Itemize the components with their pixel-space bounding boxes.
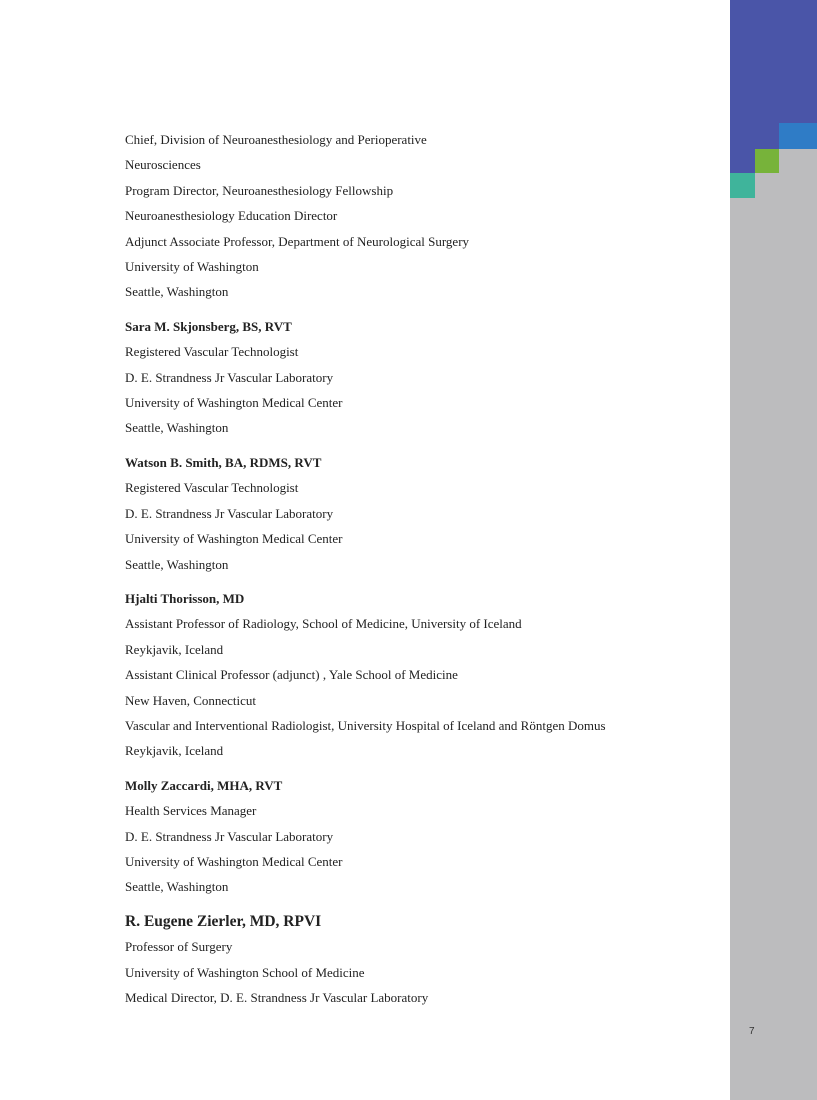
faculty-name: Watson B. Smith, BA, RDMS, RVT — [125, 454, 322, 470]
faculty-entry — [125, 586, 715, 764]
faculty-entry — [125, 450, 715, 577]
entry-line: Medical Director, D. E. Strandness Jr Vascular Laboratory — [125, 990, 429, 1005]
entry-line: New Haven, Connecticut — [125, 692, 257, 708]
entry-line: Professor of Surgery — [125, 939, 233, 955]
faculty-list — [125, 127, 715, 1019]
entry-line: Health Services Manager — [125, 803, 257, 819]
faculty-name: R. Eugene Zierler, MD, RPVI — [125, 912, 322, 930]
entry-line: University of Washington Medical Center — [125, 395, 343, 411]
entry-line: Registered Vascular Technologist — [125, 480, 299, 496]
faculty-name: Molly Zaccardi, MHA, RVT — [125, 777, 283, 793]
entry-line: Reykjavik, Iceland — [125, 641, 224, 657]
entry-line: Vascular and Interventional Radiologist, University Hospital of Iceland and Röntgen Domus — [125, 717, 606, 733]
entry-line: Registered Vascular Technologist — [125, 344, 299, 360]
entry-line: Assistant Professor of Radiology, School of Medicine, University of Iceland — [125, 616, 522, 632]
entry-line: Chief, Division of Neuroanesthesiology and Perioperative — [125, 132, 427, 147]
faculty-entry — [125, 314, 715, 441]
entry-line: University of Washington Medical Center — [125, 531, 343, 547]
faculty-name: Hjalti Thorisson, MD — [125, 590, 245, 606]
entry-line: University of Washington School of Medicine — [125, 964, 365, 980]
entry-line: Seattle, Washington — [125, 879, 229, 895]
faculty-entry — [125, 909, 715, 1011]
faculty-entry-continued — [125, 127, 715, 305]
entry-line: D. E. Strandness Jr Vascular Laboratory — [125, 369, 334, 385]
entry-line: D. E. Strandness Jr Vascular Laboratory — [125, 828, 334, 844]
entry-line: Program Director, Neuroanesthesiology Fellowship — [125, 182, 394, 198]
decorative-block-green — [755, 149, 779, 173]
decorative-block-light-blue — [779, 123, 817, 149]
entry-line: Seattle, Washington — [125, 420, 229, 436]
entry-line: D. E. Strandness Jr Vascular Laboratory — [125, 505, 334, 521]
entry-line: Assistant Clinical Professor (adjunct) , Yale School of Medicine — [125, 667, 458, 683]
entry-line: Seattle, Washington — [125, 556, 229, 572]
decorative-block-blue — [730, 0, 817, 123]
entry-line: University of Washington — [125, 259, 259, 275]
decorative-block-teal — [730, 173, 755, 198]
page-number: 7 — [749, 1026, 755, 1037]
entry-line: Adjunct Associate Professor, Department of Neurological Surgery — [125, 233, 470, 249]
faculty-name: Sara M. Skjonsberg, BS, RVT — [125, 318, 292, 334]
entry-line: Reykjavik, Iceland — [125, 743, 224, 759]
entry-line: Neurosciences — [125, 157, 201, 173]
entry-line: University of Washington Medical Center — [125, 853, 343, 869]
entry-line: Seattle, Washington — [125, 284, 229, 300]
faculty-entry — [125, 773, 715, 900]
entry-line: Neuroanesthesiology Education Director — [125, 208, 338, 224]
